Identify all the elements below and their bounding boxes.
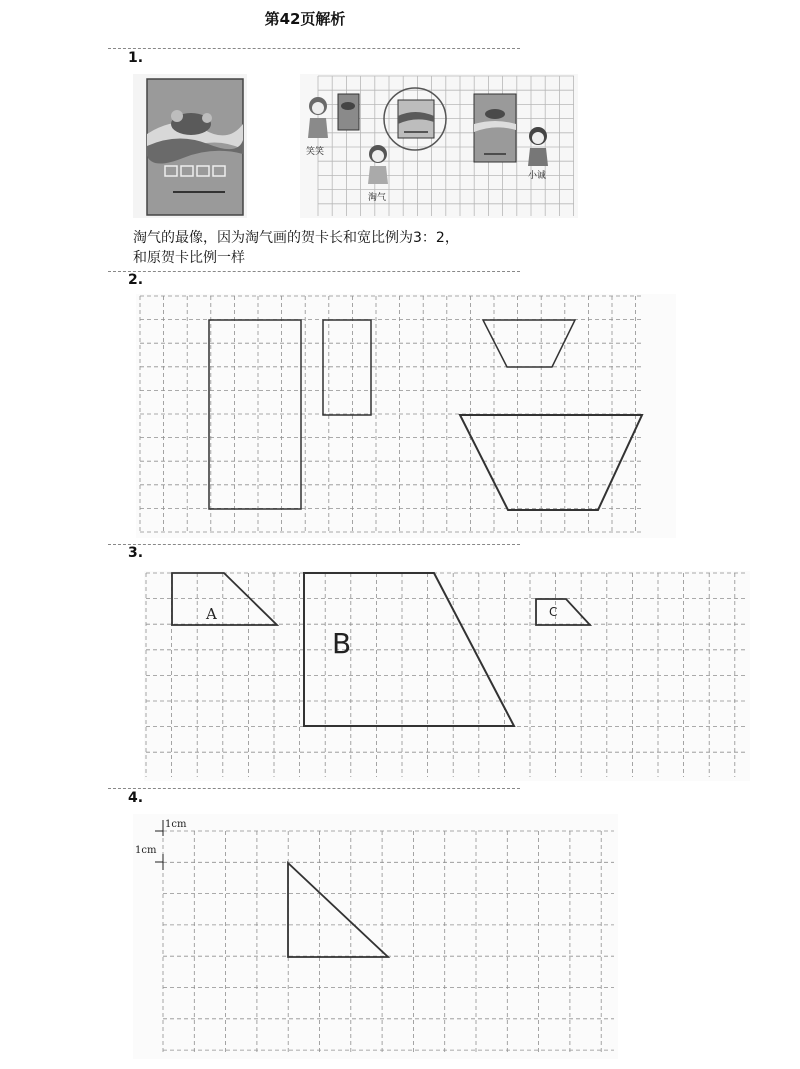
xiaoxiao-name: 笑笑 — [306, 147, 325, 157]
q3-grid-figure — [144, 571, 750, 781]
q4-grid-figure — [133, 814, 618, 1059]
students-drawings-image — [300, 74, 578, 218]
q1-answer-line-1: 淘气的最像，因为淘气画的贺卡长和宽比例为3：2， — [133, 230, 459, 246]
question-number-2: 2. — [128, 272, 144, 288]
separator-4 — [108, 788, 520, 789]
q2-grid-figure — [136, 294, 676, 538]
xiaocheng-name: 小诚 — [528, 171, 547, 181]
label-c: C — [549, 605, 558, 619]
original-card-image — [133, 74, 247, 218]
taoqi-figure-icon — [368, 145, 388, 184]
separator-1 — [108, 48, 520, 49]
label-a: A — [206, 605, 217, 623]
question-number-4: 4. — [128, 790, 144, 806]
separator-2 — [108, 271, 520, 272]
page-title: 第42页解析 — [264, 10, 346, 28]
separator-3 — [108, 544, 520, 545]
taoqi-name: 淘气 — [368, 193, 387, 203]
unit-label-horizontal: 1cm — [165, 819, 187, 830]
students-grid-drawing — [300, 74, 578, 218]
question-number-1: 1. — [128, 50, 144, 66]
unit-label-vertical: 1cm — [135, 845, 157, 856]
original-card-drawing — [133, 74, 247, 218]
q1-answer-line-2: 和原贺卡比例一样 — [133, 250, 245, 266]
label-b: B — [332, 627, 352, 660]
question-number-3: 3. — [128, 545, 144, 561]
